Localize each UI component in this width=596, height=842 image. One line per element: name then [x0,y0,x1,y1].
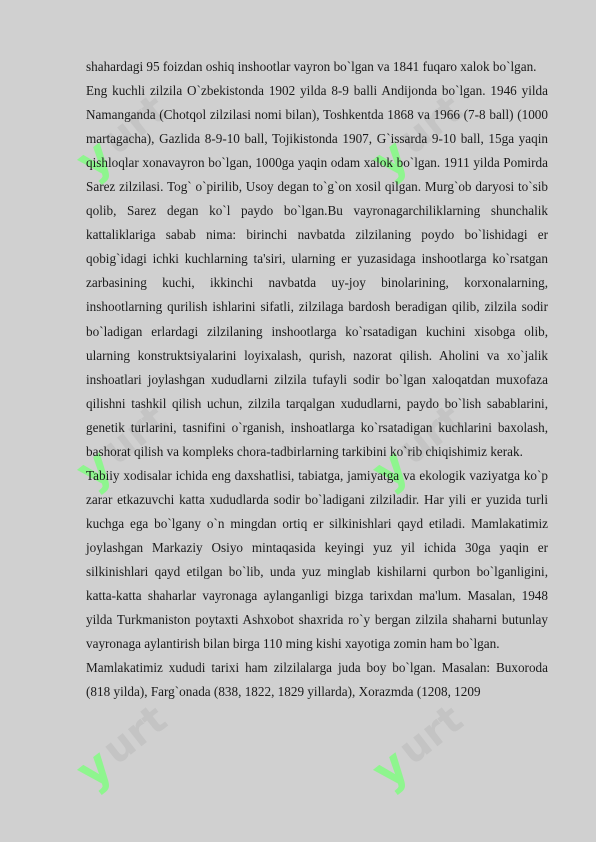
paragraph: shahardagi 95 foizdan oshiq inshootlar vayron bo`lgan va 1841 fuqaro xalok bo`lgan. [86,59,537,74]
svg-text:urt: urt [390,86,472,164]
watermark-logo [66,694,179,799]
svg-text:y: y [361,127,419,189]
svg-text:urt: urt [94,396,176,474]
watermark-logo [362,694,475,799]
svg-text:urt: urt [390,396,472,474]
svg-text:urt: urt [94,86,176,164]
paragraph: Eng kuchli zilzila O`zbekistonda 1902 yilda 8-9 balli Andijonda bo`lgan. 1946 yilda Namanganda (Chotqol zilzilasi nomi bilan), Toshkentda 1868 va 1966 (7-8 ball) (1000 martagacha), Gazlida 8-9-10 ball, Tojikistonda 1907, G`issarda 9-10 ball, 15ga yaqin qishloqlar xonavayron bo`lgan, 1000ga yaqin odam xalok bo`lgan. 1911 yilda Pomirda Sarez zilzilasi. Tog` o`pirilib, Usoy degan to`g`on xosil qilgan. Murg`ob daryosi to`sib qolib, Sarez degan ko`l paydo bo`lgan.Bu vayronagarchiliklarning shunchalik kattaliklariga sabab nima: birinchi navbatda zilzilaning poydo bo`lishidagi er qobig`idagi ichki kuchlarning ta'siri, ularning er yuzasidagа inshootlarga ko`rsatgan zarbasining kuchi, ikkinchi navbatda uy-joy binolarining, korxonalarning, inshootlarning qurilish ishlarini sifatli, zilzilaga bardosh beradigan qilib, zilzila sodir bo`ladigan erlardagi zilzilaning inshootlarga ko`rsatadigan kuchini xisobga olib, ularning konstruktsiyalarini loyixalash, qurish, nazorat qilish. Aholini va xo`jalik inshoatlari joylashgan xududlarni zilzila tufayli sodir bo`lgan xaloqatdan muxofaza qilishni tashkil qilish uchun, zilzila tarqalgan xududlarni, paydo bo`lish sabablarini, genetik turlarini, tasnifini o`rganish, inshoatlarga ko`rsatadigan kuchlarini baxolash, bashorat qilish va kompleks chora-tadbirlarning tarkibini ko`rib chiqishimiz kerak. [86,83,548,459]
document-body [86,55,548,704]
paragraph: Tabiiy xodisalar ichida eng daxshatlisi, tabiatga, jamiyatga va ekologik vaziyatga ko`p zarar etkazuvchi katta xududlarda sodir bo`ladigani zilziladir. Har yili er yuzida turli kuchga ega bo`lgany o`n mingdan ortiq er silkinishlari qayd etiladi. Mamlakatimiz joylashgan Markaziy Osiyo mintaqasida keyingi yuz yil ichida 30ga yaqin er silkinishlari qayd etilgan bo`lib, unda yuz minglab kishilarni qurbon bo`lganligini, katta-katta shaharlar vayronaga aylanganligi bizga tarixdan ma'lum. Masalan, 1948 yilda Turkmaniston poytaxti Ashxobot shaxrida ro`y bergan zilzila shaharni butunlay vayronaga aylantirish bilan birga 110 ming kishi xayotiga zomin ham bo`lgan. [86,467,548,652]
svg-text:urt: urt [94,696,176,774]
svg-text:urt: urt [390,696,472,774]
svg-text:y: y [361,437,419,499]
svg-text:y: y [361,737,419,799]
paragraph: Mamlakatimiz xududi tarixi ham zilzilalarga juda boy bo`lgan. Masalan: Buxoroda (818 yilda), Farg`onada (838, 1822, 1829 yillarda), Xorazmda (1208, 1209 [86,660,548,700]
svg-text:y: y [65,437,123,499]
svg-text:y: y [65,127,123,189]
svg-text:y: y [65,737,123,799]
